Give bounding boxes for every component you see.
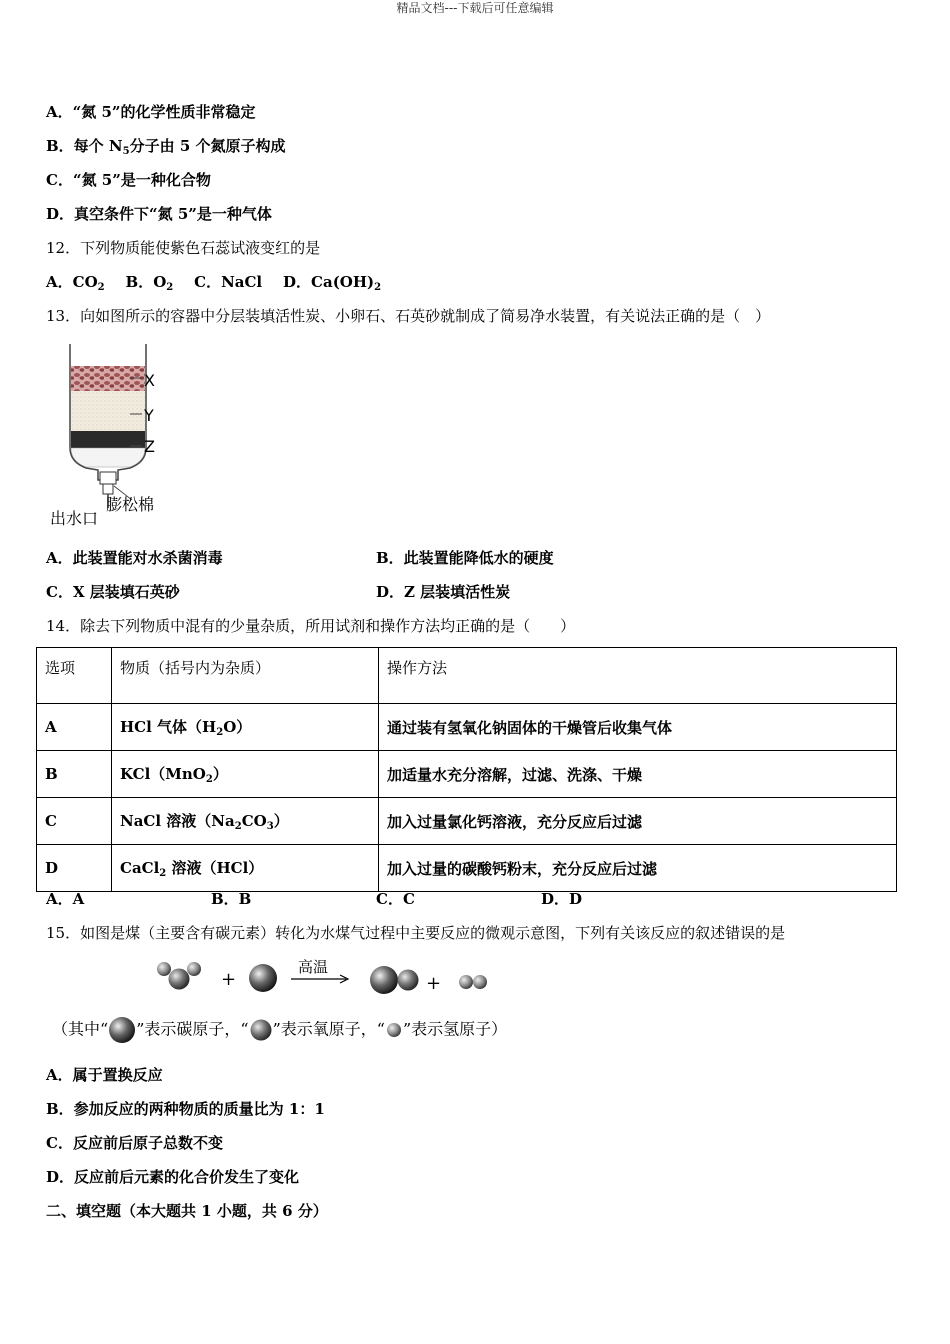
table-row [37, 751, 897, 798]
q13-option-c: C．X 层装填石英砂 [46, 583, 180, 601]
q13-option-b: B．此装置能降低水的硬度 [376, 549, 554, 567]
q14-option-d: D．D [541, 890, 583, 908]
h2-molecule [459, 975, 487, 989]
label-x: X [144, 371, 155, 390]
header-method: 操作方法 [379, 648, 897, 704]
hydrogen-atom-icon [385, 1021, 403, 1039]
q11-option-c: C．“氮 5”是一种化合物 [46, 171, 211, 189]
oxygen-atom-icon [249, 1018, 273, 1042]
table-row [37, 798, 897, 845]
section-heading: 二、填空题（本大题共 1 小题，共 6 分） [46, 1202, 328, 1220]
label-outlet: 出水口 [50, 509, 99, 528]
q12-options: A．$CO_2$ B．$O_2$ C．NaCl D．$Ca(OH)_2$ [46, 273, 382, 293]
q15-stem: 15．如图是煤（主要含有碳元素）转化为水煤气过程中主要反应的微观示意图，下列有关该反应的叙述错误的是 [46, 924, 786, 942]
q15-option-b: B．参加反应的两种物质的质量比为 1：1 [46, 1100, 325, 1118]
q14-stem: 14．除去下列物质中混有的少量杂质，所用试剂和操作方法均正确的是（ ） [46, 617, 576, 635]
reaction-diagram [148, 954, 508, 1004]
carbon-atom-icon [108, 1016, 136, 1044]
q13-stem: 13．向如图所示的容器中分层装填活性炭、小卵石、石英砂就制成了简易净水装置，有关说法正确的是（ ） [46, 307, 771, 325]
label-y: Y [144, 406, 154, 425]
water-filter-figure [44, 340, 184, 530]
page-header: 精品文档---下载后可任意编辑 [396, 1, 554, 15]
label-cotton: 膨松棉 [106, 495, 155, 514]
table-row [37, 704, 897, 751]
q13-option-a: A．此装置能对水杀菌消毒 [46, 549, 223, 567]
row-option: D [37, 845, 112, 892]
water-molecule [157, 962, 201, 990]
row-method: 加适量水充分溶解，过滤、洗涤、干燥 [379, 751, 897, 798]
plus-sign: + [221, 969, 237, 990]
header-option: 选项 [37, 648, 112, 704]
condition-label: 高温 [298, 958, 329, 976]
q15-option-c: C．反应前后原子总数不变 [46, 1134, 223, 1152]
row-option: B [37, 751, 112, 798]
row-option: C [37, 798, 112, 845]
q14-option-c: C．C [376, 890, 415, 908]
layer-z-charcoal [71, 431, 145, 448]
q14-table [36, 647, 897, 892]
table-header-row [37, 648, 897, 704]
row-substance: KCl（MnO$_2$） [112, 751, 379, 798]
label-z: Z [144, 437, 155, 456]
carbon-atom [249, 964, 277, 992]
plus-sign: + [426, 973, 442, 994]
row-substance: CaCl$_2$ 溶液（HCl） [112, 845, 379, 892]
table-row [37, 845, 897, 892]
q15-option-a: A．属于置换反应 [46, 1066, 163, 1084]
row-substance: NaCl 溶液$(Na_2CO_3)$ [112, 798, 379, 845]
row-option: A [37, 704, 112, 751]
row-method: 通过装有氢氧化钠固体的干燥管后收集气体 [379, 704, 897, 751]
layer-y-sand [71, 391, 145, 431]
co-molecule [370, 966, 419, 994]
row-substance: HCl 气体$(H_2O)$ [112, 704, 379, 751]
row-method: 加入过量的碳酸钙粉末，充分反应后过滤 [379, 845, 897, 892]
q12-stem: 12．下列物质能使紫色石蕊试液变红的是 [46, 239, 321, 257]
row-method: 加入过量氯化钙溶液，充分反应后过滤 [379, 798, 897, 845]
q13-option-d: D．Z 层装填活性炭 [376, 583, 511, 601]
reaction-legend: （其中“ ”表示碳原子，“ ”表示氧原子，“ ”表示氢原子） [52, 1016, 507, 1044]
q11-option-d: D．真空条件下“氮 5”是一种气体 [46, 205, 272, 223]
q15-option-d: D．反应前后元素的化合价发生了变化 [46, 1168, 300, 1186]
q14-option-a: A．A [46, 890, 85, 908]
q11-option-a: A．“氮 5”的化学性质非常稳定 [46, 103, 256, 121]
q14-option-b: B．B [211, 890, 252, 908]
q11-option-b: B．每个 $N_5$分子由 5 个氮原子构成 [46, 137, 286, 157]
header-substance: 物质（括号内为杂质） [112, 648, 379, 704]
